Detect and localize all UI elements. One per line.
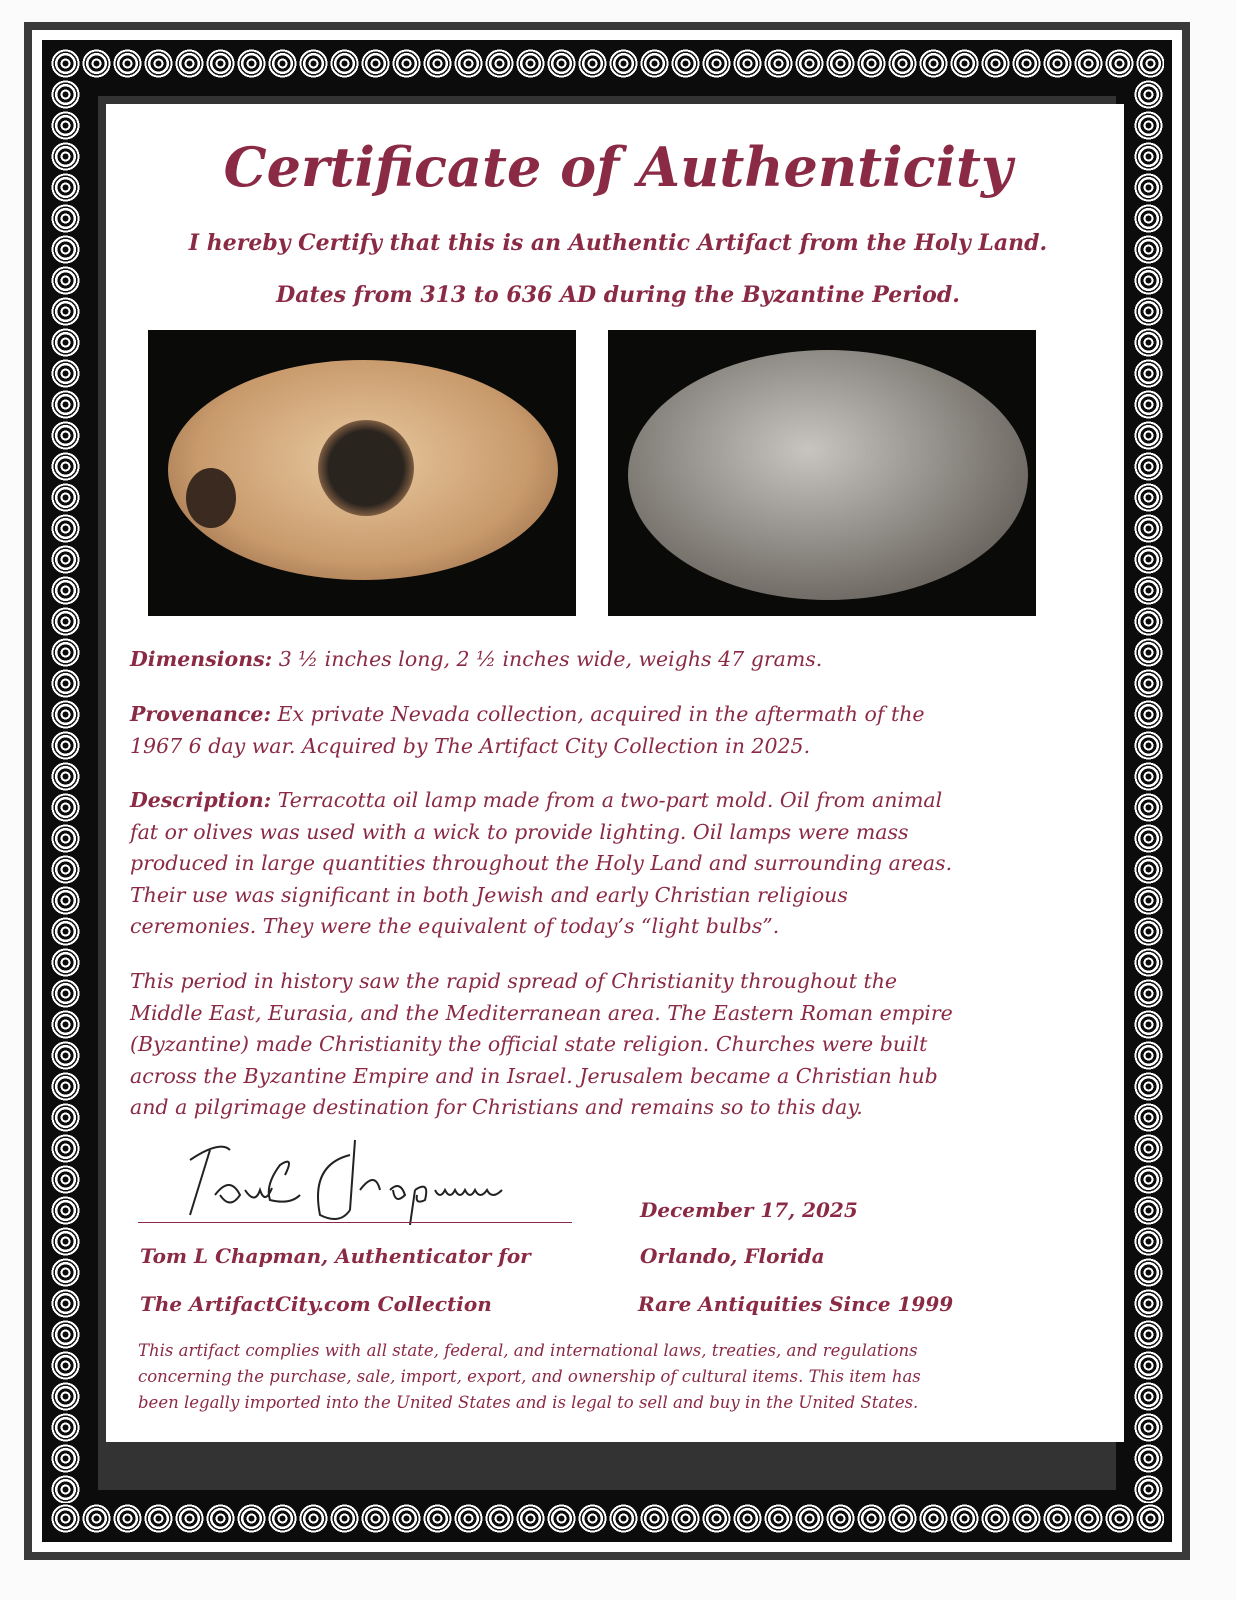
location: Orlando, Florida [640, 1244, 825, 1268]
tagline: Rare Antiquities Since 1999 [638, 1292, 954, 1316]
border-circles-top [50, 48, 1164, 79]
lamp-photo-top [148, 330, 576, 616]
authenticator-name: Tom L Chapman, Authenticator for [140, 1244, 531, 1268]
history-paragraph: This period in history saw the rapid spread of Christianity throughout the Middle East, Eurasia, and the Mediterranean area. The Eastern Roman empire (Byzantine) made Christianity the official state religion. Churches were built across the Byzantine Empire and in Israel. Jerusalem became a Christian hub and a pilgrimage destination for Christians and remains so to this day. [130, 969, 953, 1119]
date-range: Dates from 313 to 636 AD during the Byzantine Period. [276, 282, 960, 308]
description: Description: Terracotta oil lamp made from a two-part mold. Oil from animal fat or olives was used with a wick to provide lighting. Oil lamps were mass produced in large quantities throughout the Holy Land and surrounding areas. Their use was significant in both Jewish and early Christian religious ceremonies. They were the equivalent of today’s “light bulbs”. [130, 788, 953, 938]
lamp-photo-bottom [608, 330, 1036, 616]
certification-statement: I hereby Certify that this is an Authentic Artifact from the Holy Land. [188, 230, 1048, 256]
collection-name: The ArtifactCity.com Collection [140, 1292, 492, 1316]
signature-line [138, 1222, 572, 1223]
border-circles-bottom [50, 1503, 1164, 1534]
certificate-date: December 17, 2025 [640, 1198, 858, 1222]
provenance: Provenance: Ex private Nevada collection, acquired in the aftermath of the 1967 6 day war. Acquired by The Artifact City Collection in 2025. [130, 702, 925, 758]
legal-notice: This artifact complies with all state, federal, and international laws, treaties, and regulations concerning the purchase, sale, import, export, and ownership of cultural items. This item has been legally imported into the United States and is legal to sell and buy in the United States. [138, 1341, 921, 1412]
certificate-title: Certificate of Authenticity [223, 135, 1013, 199]
dimensions: Dimensions: 3 ½ inches long, 2 ½ inches wide, weighs 47 grams. [130, 647, 823, 671]
signature [160, 1120, 540, 1230]
